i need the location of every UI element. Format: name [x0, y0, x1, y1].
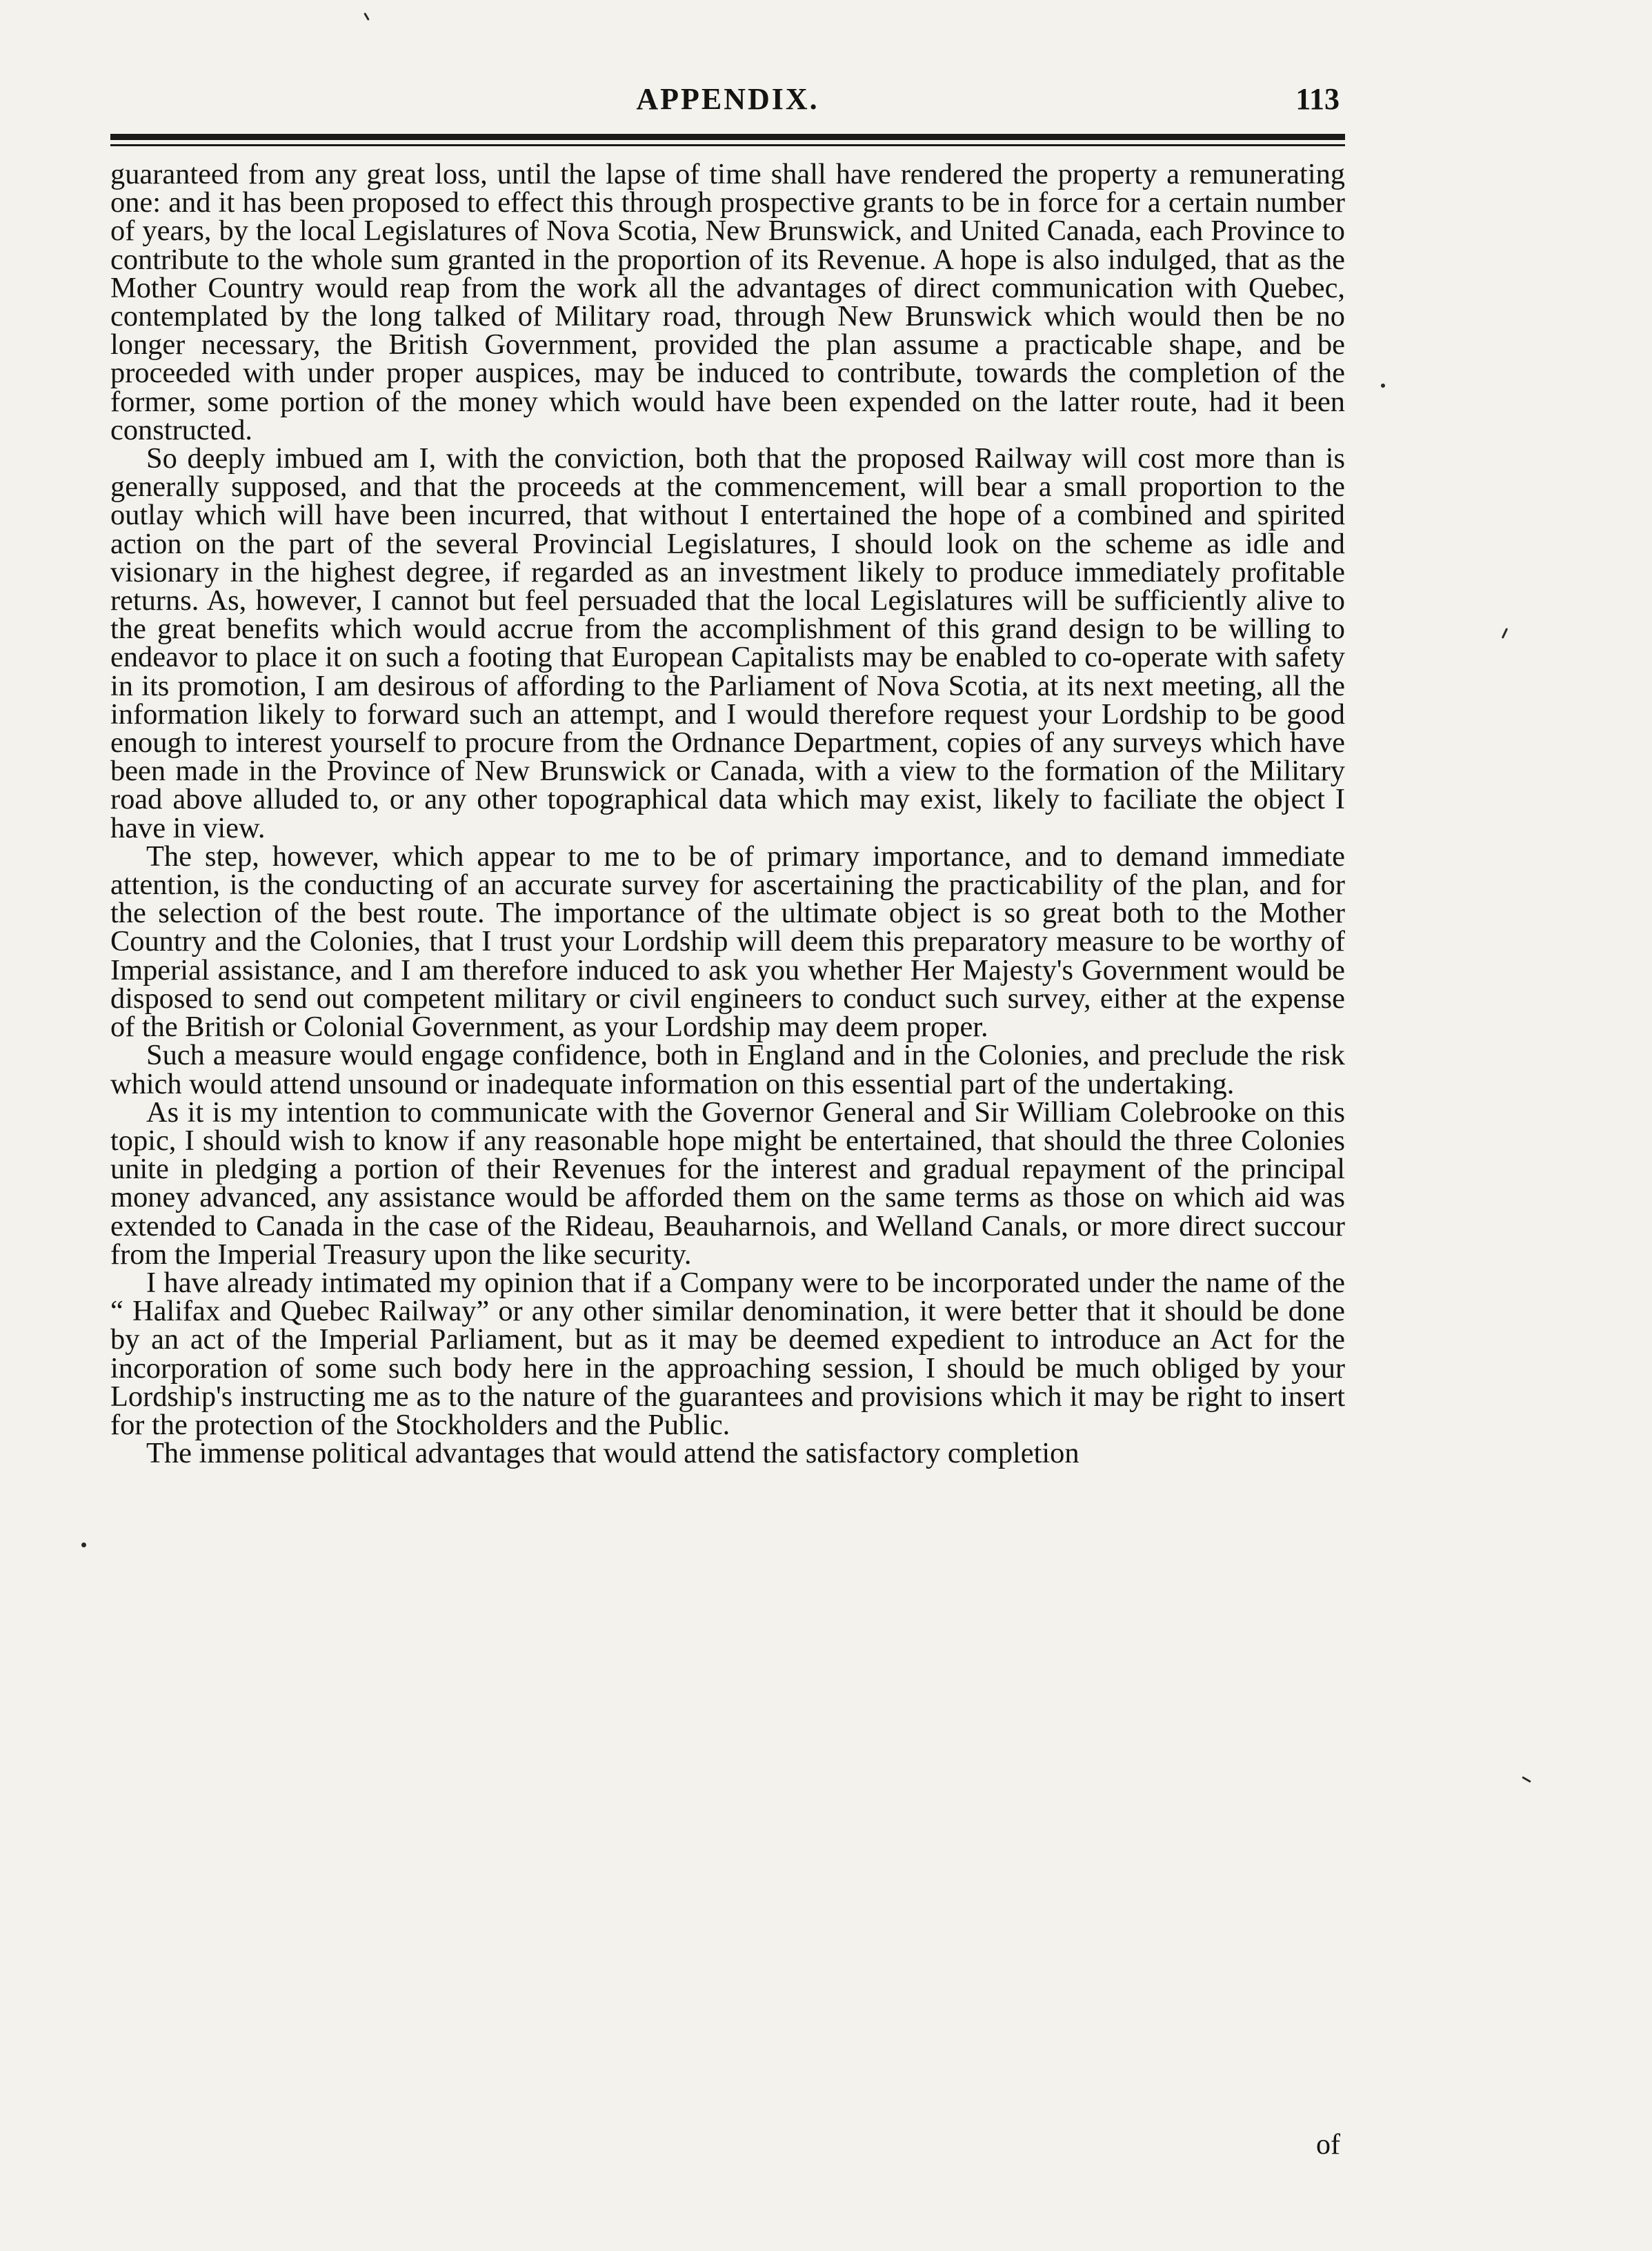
paragraph: The step, however, which appear to me to be of primary importance, and to demand immediate attention, is the conducting of an accurate survey for ascertaining the practicability of the plan, and for the selection of the best route. The importance of the ultimate object is so great both to the Mother Country and the Colonies, that I trust your Lordship will deem this preparatory measure to be worthy of Imperial assistance, and I am therefore induced to ask you whether Her Majesty's Government would be disposed to send out competent military or civil engineers to conduct such survey, either at the expense of the British or Colonial Government, as your Lordship may deem proper.: [110, 840, 1345, 1044]
paragraph: The immense political advantages that would attend the satisfactory completion: [146, 1437, 1079, 1470]
scan-speck: [1502, 628, 1508, 639]
header-rule-thick: [110, 134, 1345, 140]
scan-speck: [1381, 384, 1385, 388]
body-text: [110, 158, 1345, 1470]
paragraph: Such a measure would engage confidence, both in England and in the Colonies, and preclude the risk which would attend unsound or inadequate information on this essential part of the undertaking.: [110, 1039, 1345, 1100]
paragraph: I have already intimated my opinion that if a Company were to be incorporated under the name of the “ Halifax and Quebec Railway” or any other similar denomination, it were better that it should be done by an act of the Imperial Parliament, but as it may be deemed expedient to introduce an Act for the incorporation of some such body here in the approaching session, I should be much obliged by your Lordship's instructing me as to the nature of the guarantees and provisions which it may be right to insert for the protection of the Stockholders and the Public.: [110, 1266, 1345, 1441]
scan-speck: [1522, 1776, 1531, 1783]
running-header: [110, 81, 1345, 130]
header-title: APPENDIX.: [636, 82, 819, 116]
catchword: of: [1316, 2129, 1340, 2161]
paragraph-continued: guaranteed from any great loss, until the lapse of time shall have rendered the property a remunerating one: and it has been proposed to effect this through prospective grants to be in force for a certain number of years, by the local Legislatures of Nova Scotia, New Brunswick, and United Canada, each Province to contribute to the whole sum granted in the proportion of its Revenue. A hope is also indulged, that as the Mother Country would reap from the work all the advantages of direct communication with Quebec, contemplated by the long talked of Military road, through New Brunswick which would then be no longer necessary, the British Government, provided the plan assume a practicable shape, and be proceeded with under proper auspices, may be induced to contribute, towards the completion of the former, some portion of the money which would have been expended on the latter route, had it been constructed.: [110, 158, 1345, 446]
paragraph: As it is my intention to communicate with the Governor General and Sir William Colebrooke on this topic, I should wish to know if any reasonable hope might be entertained, that should the three Colonies unite in pledging a portion of their Revenues for the interest and gradual repayment of the principal money advanced, any assistance would be afforded them on the same terms as those on which aid was extended to Canada in the case of the Rideau, Beauharnois, and Welland Canals, or more direct succour from the Imperial Treasury upon the like security.: [110, 1095, 1345, 1271]
paragraph: So deeply imbued am I, with the conviction, both that the proposed Railway will cost more than is generally supposed, and that the proceeds at the commencement, will bear a small proportion to the outlay which will have been incurred, that without I entertained the hope of a combined and spirited action on the part of the several Provincial Legislatures, I should look on the scheme as idle and visionary in the highest degree, if regarded as an investment likely to produce immediately profitable returns. As, however, I cannot but feel persuaded that the local Legislatures will be sufficiently alive to the great benefits which would accrue from the accomplishment of this grand design to be willing to endeavor to place it on such a footing that European Capitalists may be enabled to co-operate with safety in its promotion, I am desirous of affording to the Parliament of Nova Scotia, at its next meeting, all the information likely to forward such an attempt, and I would therefore request your Lordship to be good enough to interest yourself to procure from the Ordnance Department, copies of any surveys which have been made in the Province of New Brunswick or Canada, with a view to the formation of the Military road above alluded to, or any other topographical data which may exist, likely to faciliate the object I have in view.: [110, 442, 1345, 844]
scan-speck: [81, 1543, 86, 1547]
scan-speck: [364, 12, 370, 21]
header-rule-thin: [110, 144, 1345, 146]
page-number: 113: [1295, 82, 1340, 116]
